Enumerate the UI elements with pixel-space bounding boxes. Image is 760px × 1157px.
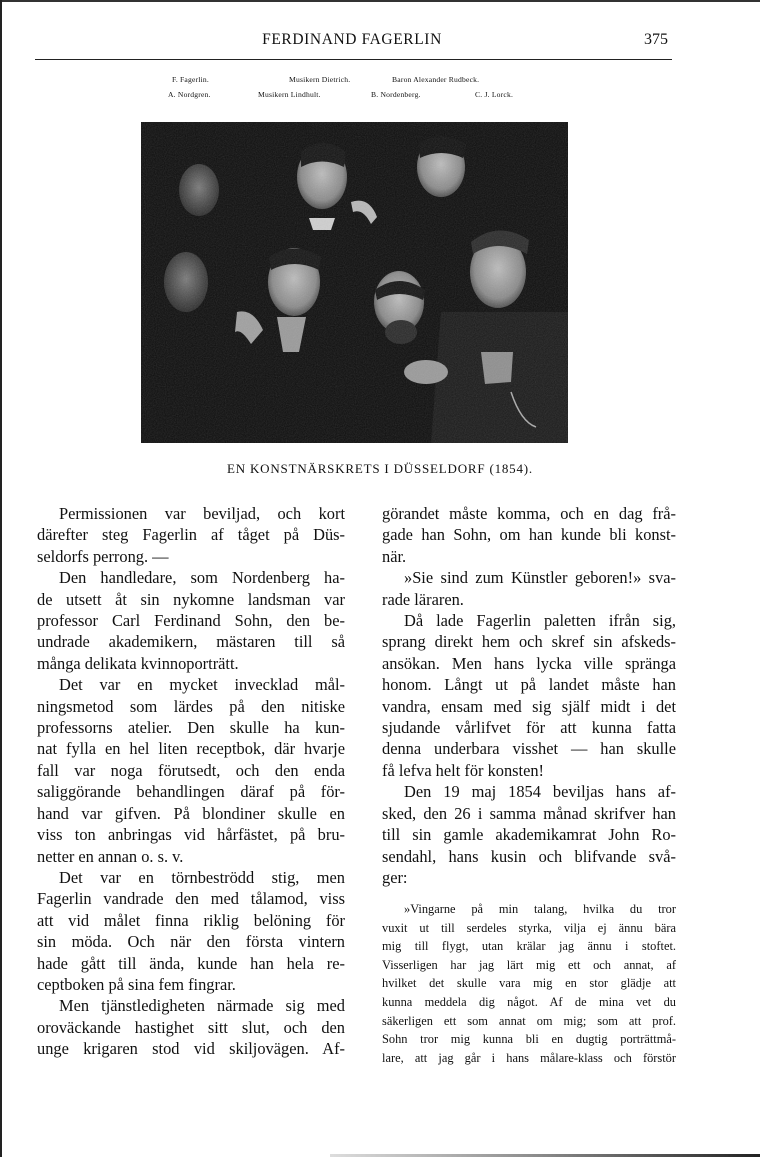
scan-edge-top bbox=[0, 0, 760, 2]
quote-line: mig till flygt, utan krälar jag ännu i stoftet. bbox=[382, 939, 676, 954]
text-line: till sin gamle akademikamrat John Ro- bbox=[382, 825, 676, 845]
text-line: »Sie sind zum Künstler geboren!» sva- bbox=[404, 568, 676, 588]
scan-edge-left bbox=[0, 0, 2, 1157]
text-line: professorns atelier. Den skulle ha kun- bbox=[37, 718, 345, 738]
running-title: FERDINAND FAGERLIN bbox=[262, 31, 442, 48]
text-line: Det var en mycket invecklad mål- bbox=[59, 675, 345, 695]
text-line: Den 19 maj 1854 beviljas hans af- bbox=[404, 782, 676, 802]
text-line: görandet måste komma, och en dag frå- bbox=[382, 504, 676, 523]
text-line: många delikata kvinnoporträtt. bbox=[37, 653, 239, 673]
header-rule bbox=[35, 59, 672, 60]
quote-line: vuxit ut till serdeles styrka, vilja ej ännu bära bbox=[382, 920, 676, 935]
text-line: ansökan. Men hans lycka ville spränga bbox=[382, 653, 676, 673]
photo-name: Baron Alexander Rudbeck. bbox=[392, 75, 480, 84]
text-line: seldorfs perrong. — bbox=[37, 546, 169, 566]
text-line: Den handledare, som Nordenberg ha- bbox=[59, 568, 345, 588]
photo-name: F. Fagerlin. bbox=[172, 75, 210, 84]
text-line: Men tjänstledigheten närmade sig med bbox=[59, 996, 345, 1016]
quote-line: Sohn tror mig kunna bli en dugtig porträttmå- bbox=[382, 1032, 676, 1047]
text-line: professor Carl Ferdinand Sohn, den be- bbox=[37, 611, 345, 631]
right-column bbox=[382, 503, 676, 888]
text-line: denna underbara visshet — han skulle bbox=[382, 739, 676, 759]
text-line: Permissionen var beviljad, och kort bbox=[59, 504, 345, 523]
text-line: oroväckande hastighet sitt slut, och den bbox=[37, 1017, 345, 1037]
text-line: ger: bbox=[382, 867, 408, 887]
text-line: unge krigaren stod vid skiljovägen. Af- bbox=[37, 1039, 345, 1059]
text-line: ceptboken på sina fem fingrar. bbox=[37, 974, 236, 994]
quote-line: Visserligen har jag lärt mig ett och annat, af bbox=[382, 957, 676, 972]
text-line: viss ton anbringas vid hårfästet, på bru- bbox=[37, 825, 345, 845]
left-column bbox=[37, 503, 345, 1060]
quote-line: säkerligen ett som annat om mig; som att prof. bbox=[382, 1013, 676, 1028]
quote-line: lare, att jag går i hans målare-klass och förstör bbox=[382, 1050, 676, 1065]
letter-quote bbox=[382, 900, 676, 1067]
photo-name: Musikern Lindhult. bbox=[258, 90, 321, 99]
text-line: sprang direkt hem och skref sin afskeds- bbox=[382, 632, 676, 652]
text-line: sendahl, hans kusin och blifvande svå- bbox=[382, 846, 676, 866]
text-line: ningsmetod som lärdes på den nitiske bbox=[37, 696, 345, 716]
quote-line: kunna meddela dig något. Af de mina vet du bbox=[382, 994, 676, 1009]
text-line: sked, den 26 i samma månad skrifver han bbox=[382, 803, 676, 823]
text-line: Det var en törnbeströdd stig, men bbox=[59, 867, 345, 887]
photo-name: Musikern Dietrich. bbox=[289, 75, 351, 84]
text-line: hand var gifven. På blondiner skulle en bbox=[37, 803, 345, 823]
photo-name: B. Nordenberg. bbox=[371, 90, 421, 99]
text-line: sin möda. Och när den första vintern bbox=[37, 932, 345, 952]
text-line: de utsett åt sin nykomne landsman var bbox=[37, 589, 345, 609]
text-line: rade läraren. bbox=[382, 589, 464, 609]
page-number: 375 bbox=[644, 31, 668, 48]
text-line: nat fylla en hel liten receptbok, där hvarje bbox=[37, 739, 345, 759]
text-line: få lefva helt för konsten! bbox=[382, 760, 545, 780]
text-line: att vid målet finna riklig belöning för bbox=[37, 910, 345, 930]
text-line: Fagerlin vandrade den med tålamod, viss bbox=[37, 889, 345, 909]
photo-caption: EN KONSTNÄRSKRETS I DÜSSELDORF (1854). bbox=[227, 461, 533, 476]
text-line: honom. Långt ut på landet måste han bbox=[382, 675, 676, 695]
text-line: fall var noga förutsedt, och den enda bbox=[37, 760, 345, 780]
photo-name: A. Nordgren. bbox=[168, 90, 211, 99]
quote-line: hvilket det skulle vara mig en stor glädje att bbox=[382, 976, 676, 991]
portrait-illustration bbox=[141, 122, 568, 443]
text-line: saliggörande behandlingen däraf på för- bbox=[37, 782, 345, 802]
text-line: hade gått till ända, kunde han hela re- bbox=[37, 953, 345, 973]
text-line: gade han Sohn, om han kunde bli konst- bbox=[382, 525, 676, 545]
text-line: därefter steg Fagerlin af tåget på Düs- bbox=[37, 525, 345, 545]
text-line: vandra, ensam med sig själf midt i det bbox=[382, 696, 676, 716]
text-line: undrade akademikern, mästaren till så bbox=[37, 632, 345, 652]
text-line: när. bbox=[382, 546, 407, 566]
group-portrait-photo bbox=[141, 122, 568, 443]
text-line: Då lade Fagerlin paletten ifrån sig, bbox=[404, 611, 676, 631]
quote-line: »Vingarne på min talang, hvilka du tror bbox=[404, 902, 676, 916]
photo-name: C. J. Lorck. bbox=[475, 90, 514, 99]
text-line: sjudande vårlifvet för att kunna fatta bbox=[382, 718, 676, 738]
text-line: netter en annan o. s. v. bbox=[37, 846, 184, 866]
